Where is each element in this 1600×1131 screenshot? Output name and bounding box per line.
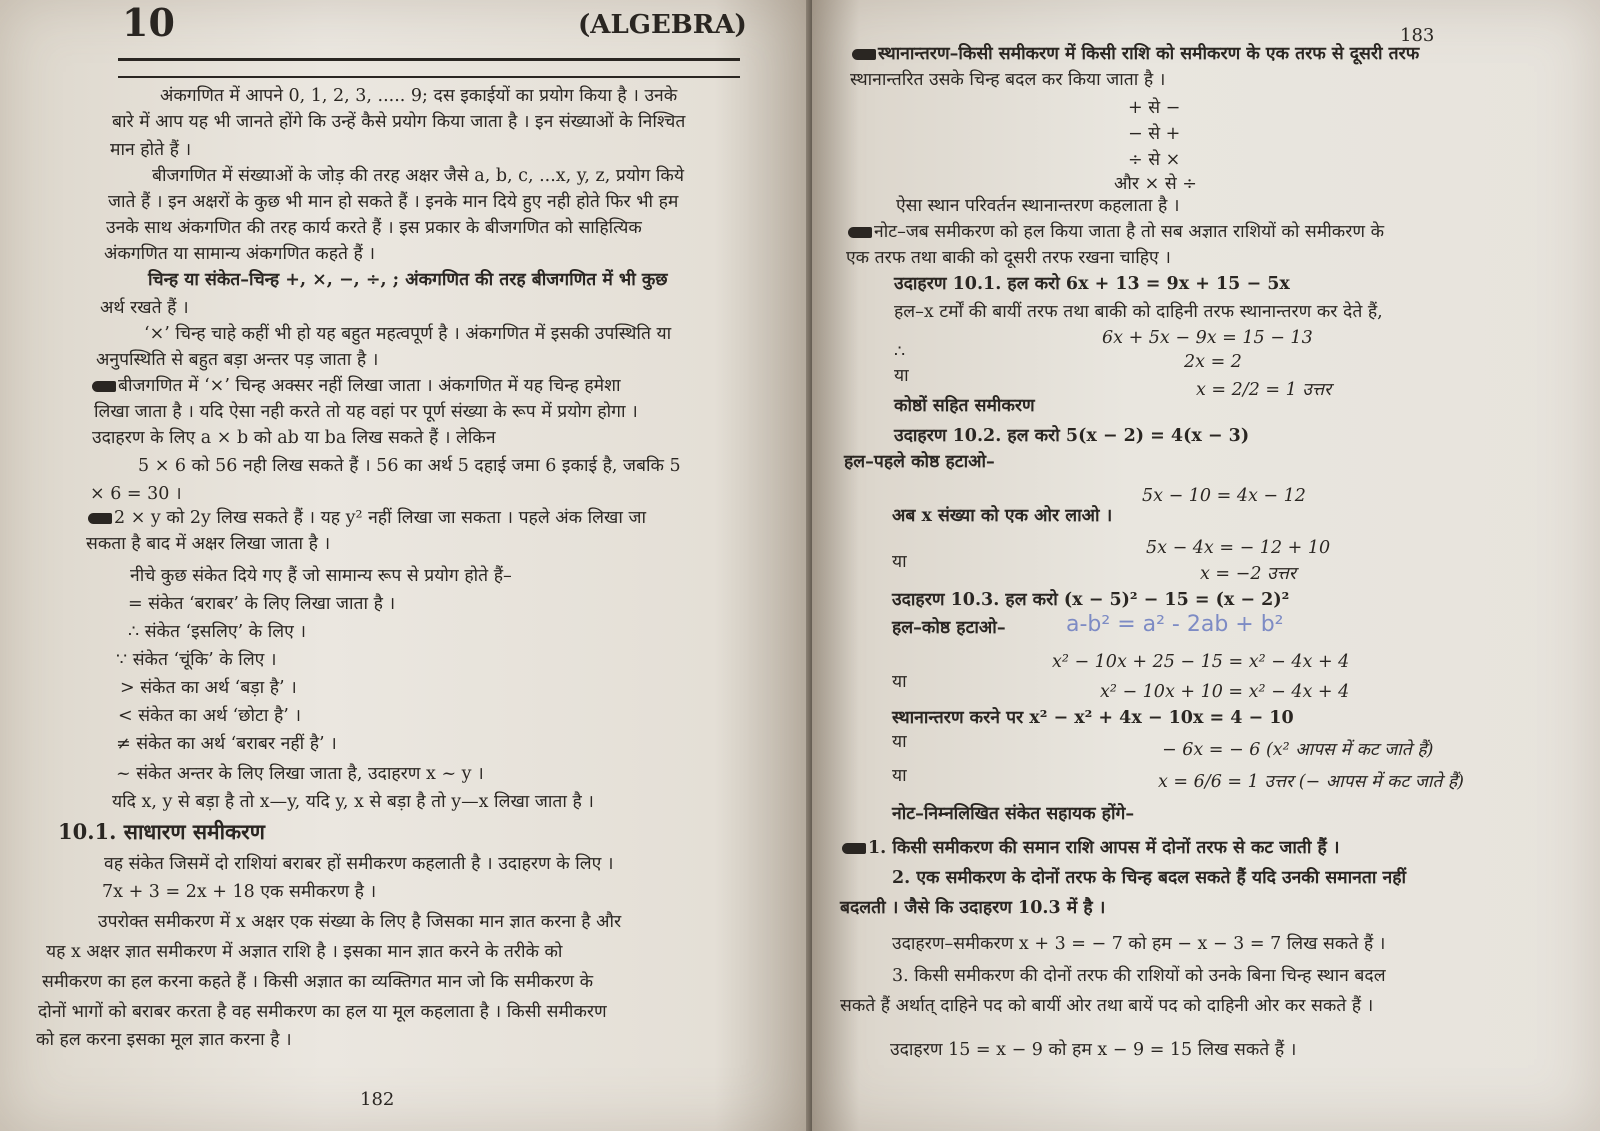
body-line: सकता है बाद में अक्षर लिखा जाता है । <box>86 534 331 554</box>
body-line: ‘×’ चिन्ह चाहे कहीं भी हो यह बहुत महत्वपूर्ण है । अंकगणित में इसकी उपस्थिति या <box>144 324 672 344</box>
symbol-line: ≠ संकेत का अर्थ ‘बराबर नहीं है’ । <box>116 734 337 754</box>
title-rule-top <box>118 58 740 61</box>
body-line: स्थानान्तरित उसके चिन्ह बदल कर किया जाता है । <box>850 70 1166 90</box>
chapter-number: 10 <box>122 0 175 45</box>
rule-line: − से + <box>1128 124 1181 144</box>
symbol-line: = संकेत ‘बराबर’ के लिए लिखा जाता है । <box>128 594 396 614</box>
equation-line: 5x − 10 = 4x − 12 <box>1142 486 1306 506</box>
page-number-left: 182 <box>360 1089 395 1110</box>
body-line: उपरोक्त समीकरण में x अक्षर एक संख्या के लिए है जिसका मान ज्ञात करना है और <box>98 912 622 932</box>
answer-line: x = 2/2 = 1 उत्तर <box>1196 380 1332 400</box>
body-line: हल–कोष्ठ हटाओ– <box>892 618 1006 638</box>
title-rule-bottom <box>118 76 740 78</box>
or-word: या <box>892 766 907 786</box>
equation-line: − 6x = − 6 (x² आपस में कट जाते हैं) <box>1162 740 1434 760</box>
body-line: को हल करना इसका मूल ज्ञात करना है । <box>36 1030 292 1050</box>
equation-line: 2x = 2 <box>1184 352 1242 372</box>
symbol-line: < संकेत का अर्थ ‘छोटा है’ । <box>118 706 302 726</box>
or-word: या <box>892 552 907 572</box>
example-line: उदाहरण–समीकरण x + 3 = − 7 को हम − x − 3 = 7 लिख सकते हैं । <box>892 934 1386 954</box>
body-line: अब x संख्या को एक ओर लाओ । <box>892 506 1113 526</box>
body-line: 5 × 6 को 56 नही लिख सकते हैं । 56 का अर्थ 5 दहाई जमा 6 इकाई है, जबकि 5 <box>138 456 681 476</box>
pointing-hand-icon <box>92 381 116 392</box>
rule-line: और × से ÷ <box>1114 174 1197 194</box>
body-line: जाते हैं । इन अक्षरों के कुछ भी मान हो सकते हैं । इनके मान दिये हुए नही होते फिर भी हम <box>108 192 679 212</box>
equation-line: 6x + 5x − 9x = 15 − 13 <box>1102 328 1313 348</box>
body-line: वह संकेत जिसमें दो राशियां बराबर हों समीकरण कहलाती है । उदाहरण के लिए । <box>104 854 614 874</box>
example-heading: उदाहरण 10.1. हल करो 6x + 13 = 9x + 15 − 5x <box>894 274 1290 294</box>
right-page <box>812 0 1600 1131</box>
signs-heading-line: चिन्ह या संकेत–चिन्ह +, ×, −, ÷, ; अंकगणित की तरह बीजगणित में भी कुछ <box>148 270 668 290</box>
or-word: या <box>894 366 909 386</box>
body-line: बारे में आप यह भी जानते होंगे कि उन्हें कैसे प्रयोग किया जाता है । इन संख्याओं के निश्चित <box>112 112 686 132</box>
body-line: हल–पहले कोष्ठ हटाओ– <box>844 452 995 472</box>
equation-line: स्थानान्तरण करने पर x² − x² + 4x − 10x = 4 − 10 <box>892 708 1294 728</box>
subheading: कोष्ठों सहित समीकरण <box>894 396 1035 416</box>
equation-line: x² − 10x + 10 = x² − 4x + 4 <box>1100 682 1350 702</box>
equation-line: 5x − 4x = − 12 + 10 <box>1146 538 1331 558</box>
rule-line: + से − <box>1128 98 1181 118</box>
chapter-title: (ALGEBRA) <box>578 10 747 40</box>
body-line: अनुपस्थिति से बहुत बड़ा अन्तर पड़ जाता है । <box>96 350 379 370</box>
equation-line: x² − 10x + 25 − 15 = x² − 4x + 4 <box>1052 652 1350 672</box>
body-line: हल–x टर्मों की बायीं तरफ तथा बाकी को दाहिनी तरफ स्थानान्तरण कर देते हैं, <box>894 302 1383 322</box>
symbol-line: ∵ संकेत ‘चूंकि’ के लिए । <box>116 650 277 670</box>
symbol-line: > संकेत का अर्थ ‘बड़ा है’ । <box>120 678 297 698</box>
note-item: 2. एक समीकरण के दोनों तरफ के चिन्ह बदल सकते हैं यदि उनकी समानता नहीं <box>892 868 1407 888</box>
rule-line: ÷ से × <box>1128 150 1181 170</box>
note-item: 1. किसी समीकरण की समान राशि आपस में दोनों तरफ से कट जाती हैं । <box>842 838 1339 858</box>
body-line: अर्थ रखते हैं । <box>100 298 189 318</box>
example-heading: उदाहरण 10.2. हल करो 5(x − 2) = 4(x − 3) <box>894 426 1250 446</box>
body-line: उदाहरण के लिए a × b को ab या ba लिख सकते हैं । लेकिन <box>92 428 496 448</box>
note-heading: नोट–निम्नलिखित संकेत सहायक होंगे– <box>892 804 1135 824</box>
symbol-line: ~ संकेत अन्तर के लिए लिखा जाता है, उदाहरण x ~ y । <box>116 764 484 784</box>
body-line: दोनों भागों को बराबर करता है वह समीकरण का हल या मूल कहलाता है । किसी समीकरण <box>38 1002 607 1022</box>
note-item: 3. किसी समीकरण की दोनों तरफ की राशियों को उनके बिना चिन्ह स्थान बदल <box>892 966 1386 986</box>
equation-line: 7x + 3 = 2x + 18 एक समीकरण है । <box>102 882 377 902</box>
example-heading: उदाहरण 10.3. हल करो (x − 5)² − 15 = (x − 2)² <box>892 590 1290 610</box>
therefore-symbol: ∴ <box>894 342 906 362</box>
pointing-hand-icon <box>848 227 872 238</box>
body-line: सकते हैं अर्थात् दाहिने पद को बायीं ओर तथा बायें पद को दाहिनी ओर कर सकते हैं । <box>840 996 1374 1016</box>
body-line: एक तरफ तथा बाकी को दूसरी तरफ रखना चाहिए । <box>846 248 1171 268</box>
handwritten-note: a-b² = a² - 2ab + b² <box>1066 612 1284 637</box>
body-line: यह x अक्षर ज्ञात समीकरण में अज्ञात राशि है । इसका मान ज्ञात करने के तरीके को <box>46 942 563 962</box>
transposition-heading-line: स्थानान्तरण–किसी समीकरण में किसी राशि को समीकरण के एक तरफ से दूसरी तरफ <box>852 44 1419 64</box>
body-line: 2 × y को 2y लिख सकते हैं । यह y² नहीं लिखा जा सकता । पहले अंक लिखा जा <box>88 508 646 528</box>
body-line: अंकगणित या सामान्य अंकगणित कहते हैं । <box>104 244 376 264</box>
answer-line: x = 6/6 = 1 उत्तर (− आपस में कट जाते हैं) <box>1158 772 1465 792</box>
example-line: उदाहरण 15 = x − 9 को हम x − 9 = 15 लिख सकते हैं । <box>890 1040 1297 1060</box>
or-word: या <box>892 732 907 752</box>
section-heading: 10.1. साधारण समीकरण <box>58 819 265 844</box>
page-number-right: 183 <box>1400 25 1435 46</box>
body-line: समीकरण का हल करना कहते हैं । किसी अज्ञात का व्यक्तिगत मान जो कि समीकरण के <box>42 972 594 992</box>
pointing-hand-icon <box>88 513 112 524</box>
body-line: उनके साथ अंकगणित की तरह कार्य करते हैं । इस प्रकार के बीजगणित को साहित्यिक <box>106 218 642 238</box>
body-line: ऐसा स्थान परिवर्तन स्थानान्तरण कहलाता है । <box>896 196 1180 216</box>
pointing-hand-icon <box>842 843 866 854</box>
pointing-hand-icon <box>852 49 876 60</box>
note-line: नोट–जब समीकरण को हल किया जाता है तो सब अज्ञात राशियों को समीकरण के <box>848 222 1384 242</box>
body-line: यदि x, y से बड़ा है तो x—y, यदि y, x से बड़ा है तो y—x लिखा जाता है । <box>112 792 594 812</box>
note-item: बदलती । जैसे कि उदाहरण 10.3 में है । <box>840 898 1106 918</box>
body-line: बीजगणित में ‘×’ चिन्ह अक्सर नहीं लिखा जाता । अंकगणित में यह चिन्ह हमेशा <box>92 376 621 396</box>
body-line: × 6 = 30 । <box>90 484 182 504</box>
body-line: अंकगणित में आपने 0, 1, 2, 3, ..... 9; दस इकाईयों का प्रयोग किया है । उनके <box>160 86 678 106</box>
body-line: बीजगणित में संख्याओं के जोड़ की तरह अक्षर जैसे a, b, c, ...x, y, z, प्रयोग किये <box>152 166 685 186</box>
body-line: मान होते हैं । <box>110 140 192 160</box>
or-word: या <box>892 672 907 692</box>
symbol-line: ∴ संकेत ‘इसलिए’ के लिए । <box>128 622 306 642</box>
answer-line: x = −2 उत्तर <box>1200 564 1296 584</box>
body-line: नीचे कुछ संकेत दिये गए हैं जो सामान्य रूप से प्रयोग होते हैं– <box>130 566 512 586</box>
body-line: लिखा जाता है । यदि ऐसा नही करते तो यह वहां पर पूर्ण संख्या के रूप में प्रयोग होगा । <box>94 402 638 422</box>
